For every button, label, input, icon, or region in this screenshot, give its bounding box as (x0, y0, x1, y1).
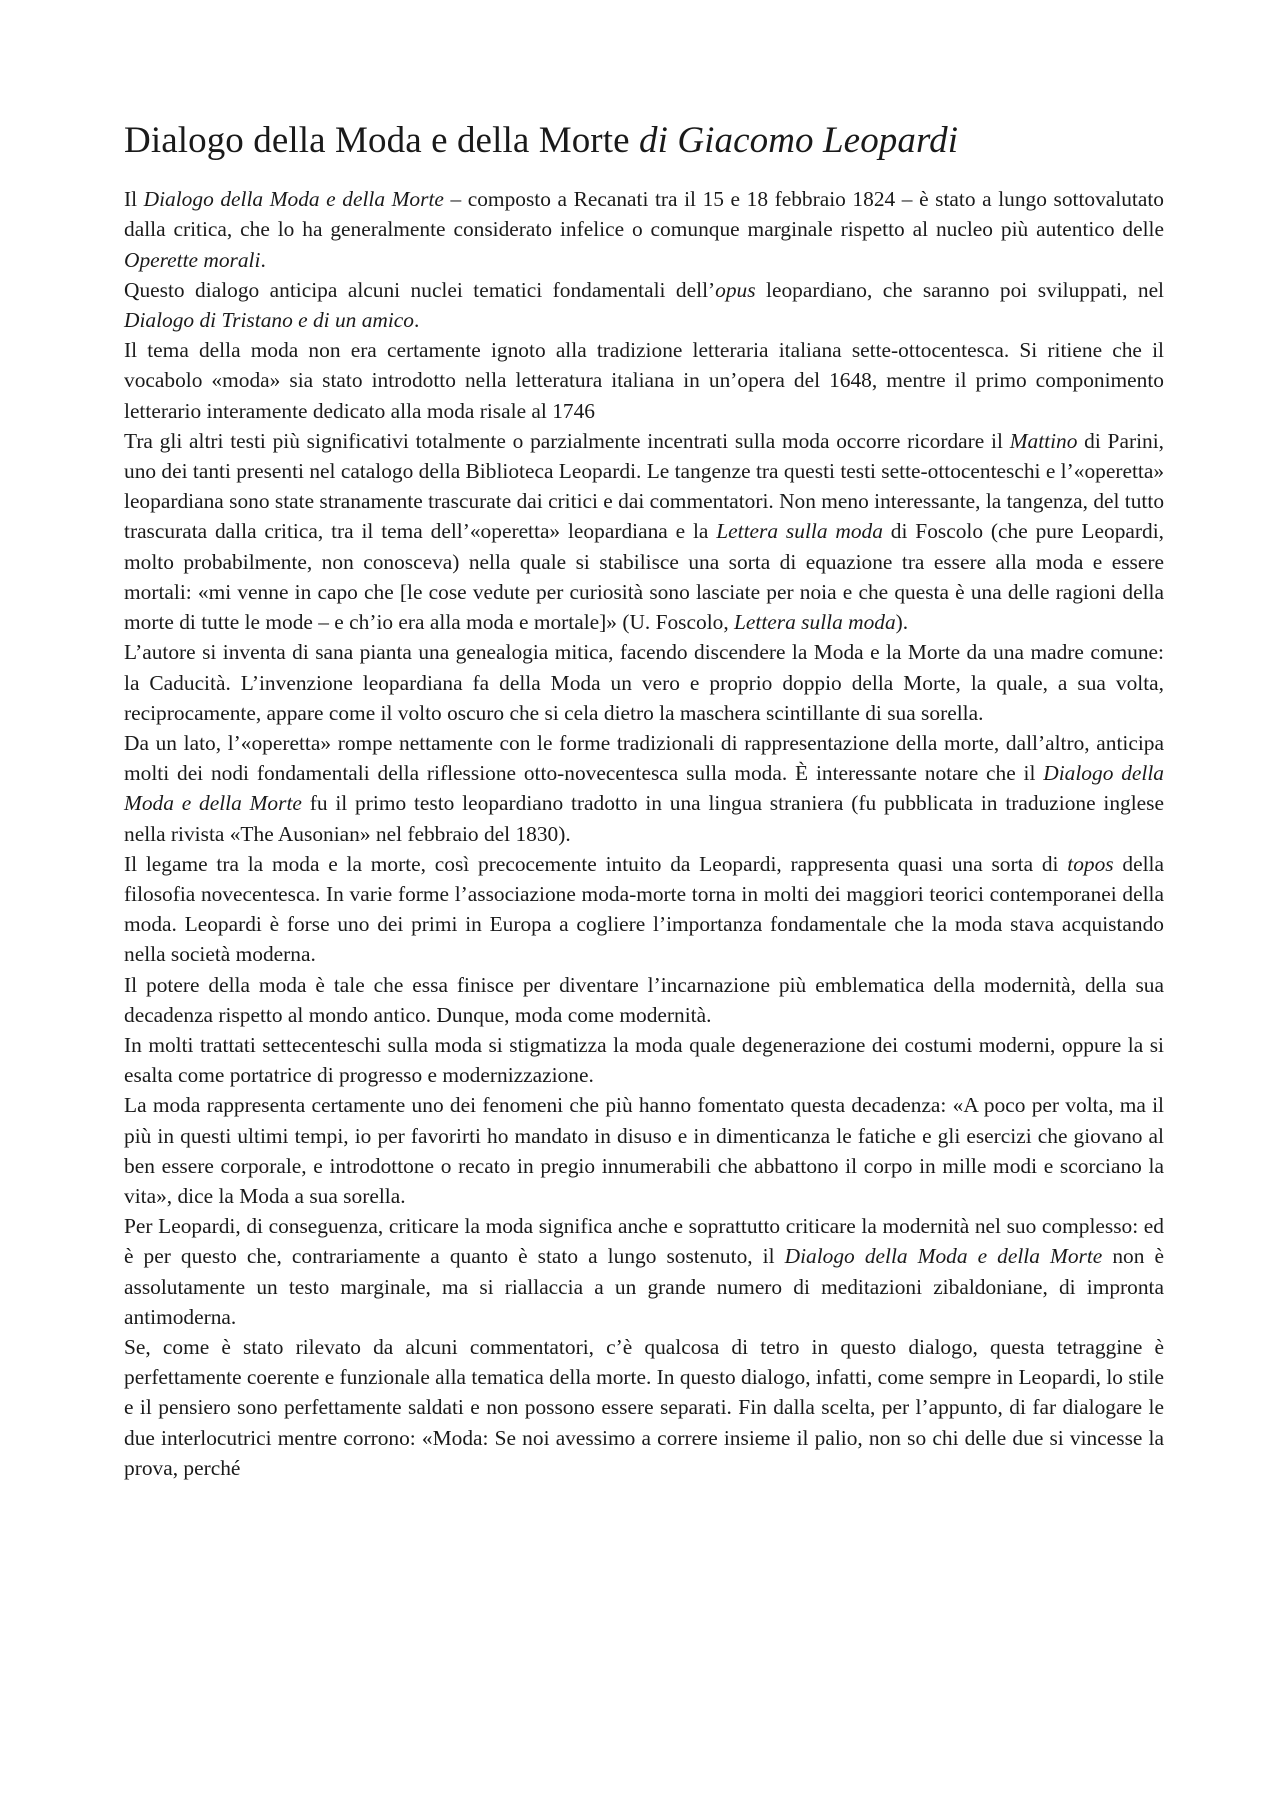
italic-text: Dialogo della Moda e della Morte (784, 1244, 1103, 1269)
text-run: La moda rappresenta certamente uno dei fenomeni che più hanno fomentato questa decadenza: «A poco per volta, ma il più in questi ultimi tempi, io per favorirti ho mandato in disuso e in dimenticanza le fatiche e gli esercizi che giovano al ben essere corporale, e introdottone o recato in pregio innumerabili che abbattono il corpo in mille modi e scorciano la vita», dice la Moda a sua sorella. (124, 1093, 1164, 1208)
document-body (124, 184, 1164, 1483)
paragraph (124, 1332, 1164, 1483)
italic-text: Dialogo della Moda e della Morte (143, 187, 444, 212)
italic-text: Operette morali (124, 247, 261, 272)
paragraph (124, 1030, 1164, 1090)
text-run: Questo dialogo anticipa alcuni nuclei tematici fondamentali dell’ (124, 277, 716, 302)
italic-text: Lettera sulla moda (716, 519, 883, 544)
paragraph (124, 275, 1164, 335)
text-run: Se, come è stato rilevato da alcuni commentatori, c’è qualcosa di tetro in questo dialogo, questa tetraggine è perfettamente coerente e funzionale alla tematica della morte. In questo dialogo, infatti, come sempre in Leopardi, lo stile e il pensiero sono perfettamente saldati e non possono essere separati. Fin dalla scelta, per l’appunto, di far dialogare le due interlocutrici mentre corrono: «Moda: Se noi avessimo a correre insieme il palio, non so chi delle due si vincesse la prova, perché (124, 1334, 1164, 1480)
paragraph (124, 184, 1164, 275)
text-run: . (260, 247, 266, 272)
paragraph (124, 426, 1164, 637)
text-run: L’autore si inventa di sana pianta una genealogia mitica, facendo discendere la Moda e la Morte da una madre comune: la Caducità. L’invenzione leopardiana fa della Moda un vero e proprio doppio della Morte, la quale, a sua volta, reciprocamente, appare come il volto oscuro che si cela dietro la maschera scintillante di sua sorella. (124, 640, 1164, 725)
paragraph (124, 849, 1164, 970)
text-run: ). (895, 610, 909, 635)
text-run: di Foscolo (che pure Leopardi, molto probabilmente, non conosceva) nella quale si stabilisce una sorta di equazione tra essere alla moda e essere mortali: «mi venne in capo che [le cose vedute per curiosità sono lasciate per noia e che questa è una delle ragioni della morte di tutte le mode – e ch’io era alla moda e mortale]» (U. Foscolo, (124, 519, 1164, 635)
text-run: In molti trattati settecenteschi sulla moda si stigmatizza la moda quale degenerazione dei costumi moderni, oppure la si esalta come portatrice di progresso e modernizzazione. (124, 1032, 1164, 1088)
text-run: – composto a Recanati tra il 15 e 18 febbraio 1824 – è stato a lungo sottovalutato dalla critica, che lo ha generalmente considerato infelice o comunque marginale rispetto al nucleo più autentico delle (124, 187, 1165, 242)
italic-text: Dialogo di Tristano e di un amico (124, 308, 414, 333)
text-run: Il potere della moda è tale che essa finisce per diventare l’incarnazione più emblematica della modernità, della sua decadenza rispetto al mondo antico. Dunque, moda come modernità. (124, 972, 1164, 1027)
italic-text: topos (1067, 851, 1114, 876)
paragraph (124, 970, 1164, 1030)
title-author: di Giacomo Leopardi (638, 120, 959, 161)
text-run: Tra gli altri testi più significativi totalmente o parzialmente incentrati sulla moda occorre ricordare il (124, 428, 1010, 453)
text-run: della filosofia novecentesca. In varie forme l’associazione moda-morte torna in molti dei maggiori teorici contemporanei della moda. Leopardi è forse uno dei primi in Europa a cogliere l’importanza fondamentale che la moda stava acquistando nella società moderna. (124, 851, 1164, 967)
paragraph (124, 1090, 1164, 1211)
italic-text: Dialogo della Moda e della Morte (124, 761, 1165, 816)
text-run: di Parini, uno dei tanti presenti nel catalogo della Biblioteca Leopardi. Le tangenze tra questi testi sette-ottocenteschi e l’«operetta» leopardiana sono state stranamente trascurate dai critici e dai commentatori. Non meno interessante, la tangenza, del tutto trascurata dalla critica, tra il tema dell’«operetta» leopardiana e la (124, 428, 1165, 544)
text-run: leopardiano, che saranno poi sviluppati, nel (755, 277, 1165, 302)
text-run: Da un lato, l’«operetta» rompe nettamente con le forme tradizionali di rappresentazione della morte, dall’altro, anticipa molti dei nodi fondamentali della riflessione otto-novecentesca sulla moda. È interessante notare che il (124, 730, 1164, 786)
text-run: non è assolutamente un testo marginale, ma si riallaccia a un grande numero di meditazioni zibaldoniane, di impronta antimoderna. (124, 1244, 1164, 1329)
title-main: Dialogo della Moda e della Morte (124, 120, 639, 161)
paragraph (124, 1211, 1164, 1332)
document-title (124, 118, 1164, 164)
paragraph (124, 335, 1164, 426)
paragraph (124, 637, 1164, 728)
text-run: Per Leopardi, di conseguenza, criticare la moda significa anche e soprattutto criticare la modernità nel suo complesso: ed è per questo che, contrariamente a quanto è stato a lungo sostenuto, il (124, 1214, 1164, 1269)
italic-text: Lettera sulla moda (734, 610, 896, 635)
paragraph (124, 728, 1164, 849)
italic-text: Mattino (1009, 428, 1078, 453)
document-page (124, 118, 1164, 1483)
text-run: Il tema della moda non era certamente ignoto alla tradizione letteraria italiana sette-ottocentesca. Si ritiene che il vocabolo «moda» sia stato introdotto nella letteratura italiana in un’opera del 1648, mentre il primo componimento letterario interamente dedicato alla moda risale al 1746 (124, 338, 1164, 423)
text-run: Il (124, 187, 144, 212)
italic-text: opus (715, 277, 756, 302)
text-run: Il legame tra la moda e la morte, così precocemente intuito da Leopardi, rappresenta quasi una sorta di (124, 851, 1068, 876)
text-run: . (413, 308, 420, 333)
text-run: fu il primo testo leopardiano tradotto in una lingua straniera (fu pubblicata in traduzione inglese nella rivista «The Ausonian» nel febbraio del 1830). (124, 791, 1164, 846)
